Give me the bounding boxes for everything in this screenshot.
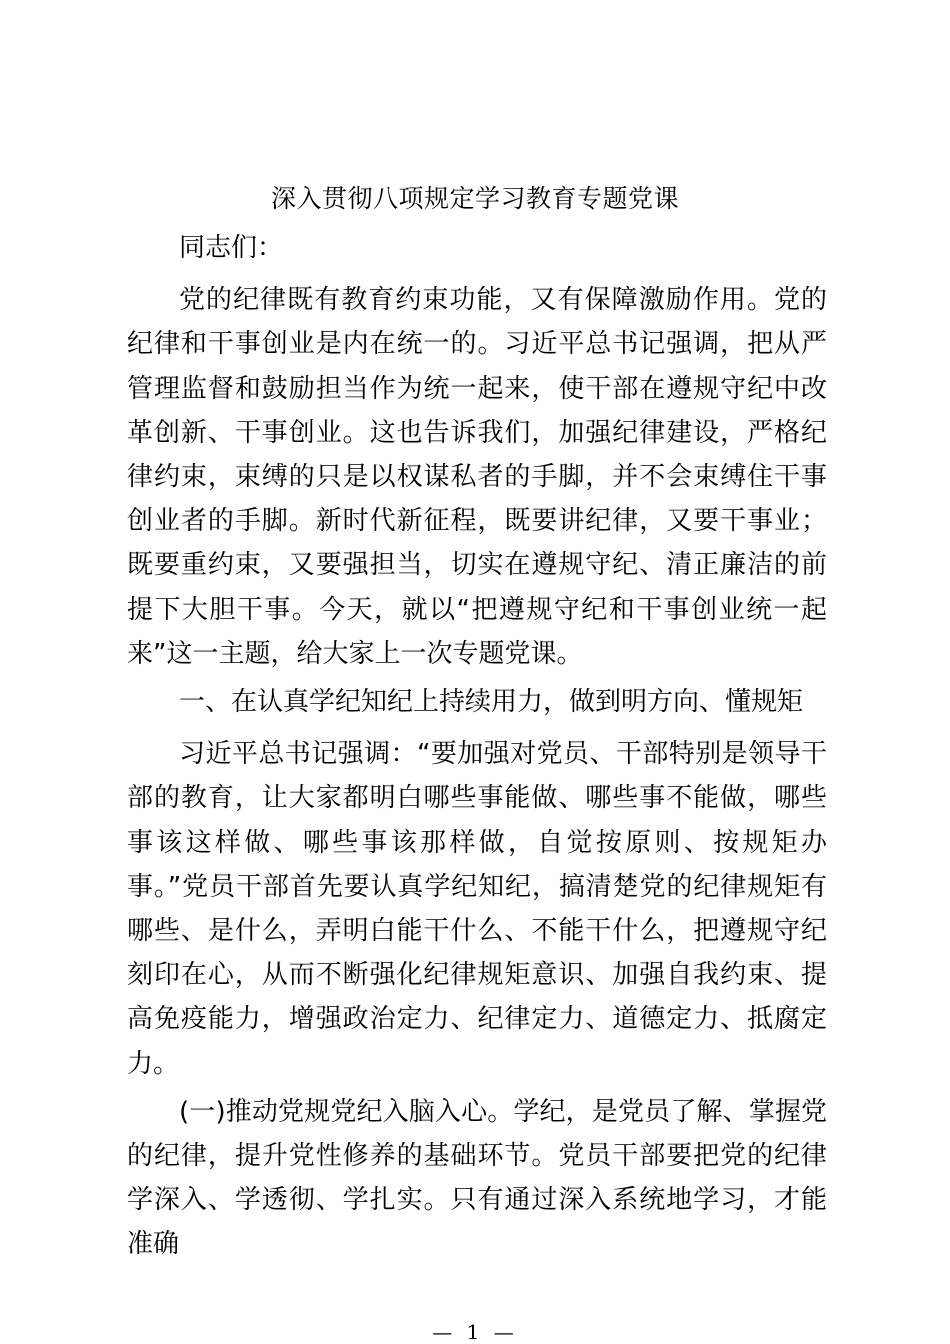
paragraph-quote: 习近平总书记强调：“要加强对党员、干部特别是领导干部的教育，让大家都明白哪些事能做、哪些事不能做，哪些事该这样做、哪些事该那样做，自觉按原则、按规矩办事。”党员干部首先要认真学纪知纪，搞清楚党的纪律规矩有哪些、是什么，弄明白能干什么、不能干什么，把遵规守纪刻印在心，从而不断强化纪律规矩意识、加强自我约束、提高免疫能力，增强政治定力、纪律定力、道德定力、抵腐定力。	[127, 739, 827, 1079]
document-title: 深入贯彻八项规定学习教育专题党课	[270, 184, 679, 213]
greeting: 同志们：	[179, 233, 284, 263]
document-body	[127, 226, 827, 1271]
paragraph-intro: 党的纪律既有教育约束功能，又有保障激励作用。党的纪律和干事创业是内在统一的。习近平总书记强调，把从严管理监督和鼓励担当作为统一起来，使干部在遵规守纪中改革创新、干事创业。这也告诉我们，加强纪律建设，严格纪律约束，束缚的只是以权谋私者的手脚，并不会束缚住干事创业者的手脚。新时代新征程，既要讲纪律，又要干事业；既要重约束，又要强担当，切实在遵规守纪、清正廉洁的前提下大胆干事。今天，就以“把遵规守纪和干事创业统一起来”这一主题，给大家上一次专题党课。	[127, 285, 827, 669]
paragraph-subsection-1: (一)推动党规党纪入脑入心。学纪，是党员了解、掌握党的纪律，提升党性修养的基础环节。党员干部要把党的纪律学深入、学透彻、学扎实。只有通过深入系统地学习，才能准确	[127, 1096, 827, 1260]
page-number: — 1 —	[432, 1320, 518, 1344]
section-heading-1: 一、在认真学纪知纪上持续用力，做到明方向、懂规矩	[179, 687, 804, 718]
